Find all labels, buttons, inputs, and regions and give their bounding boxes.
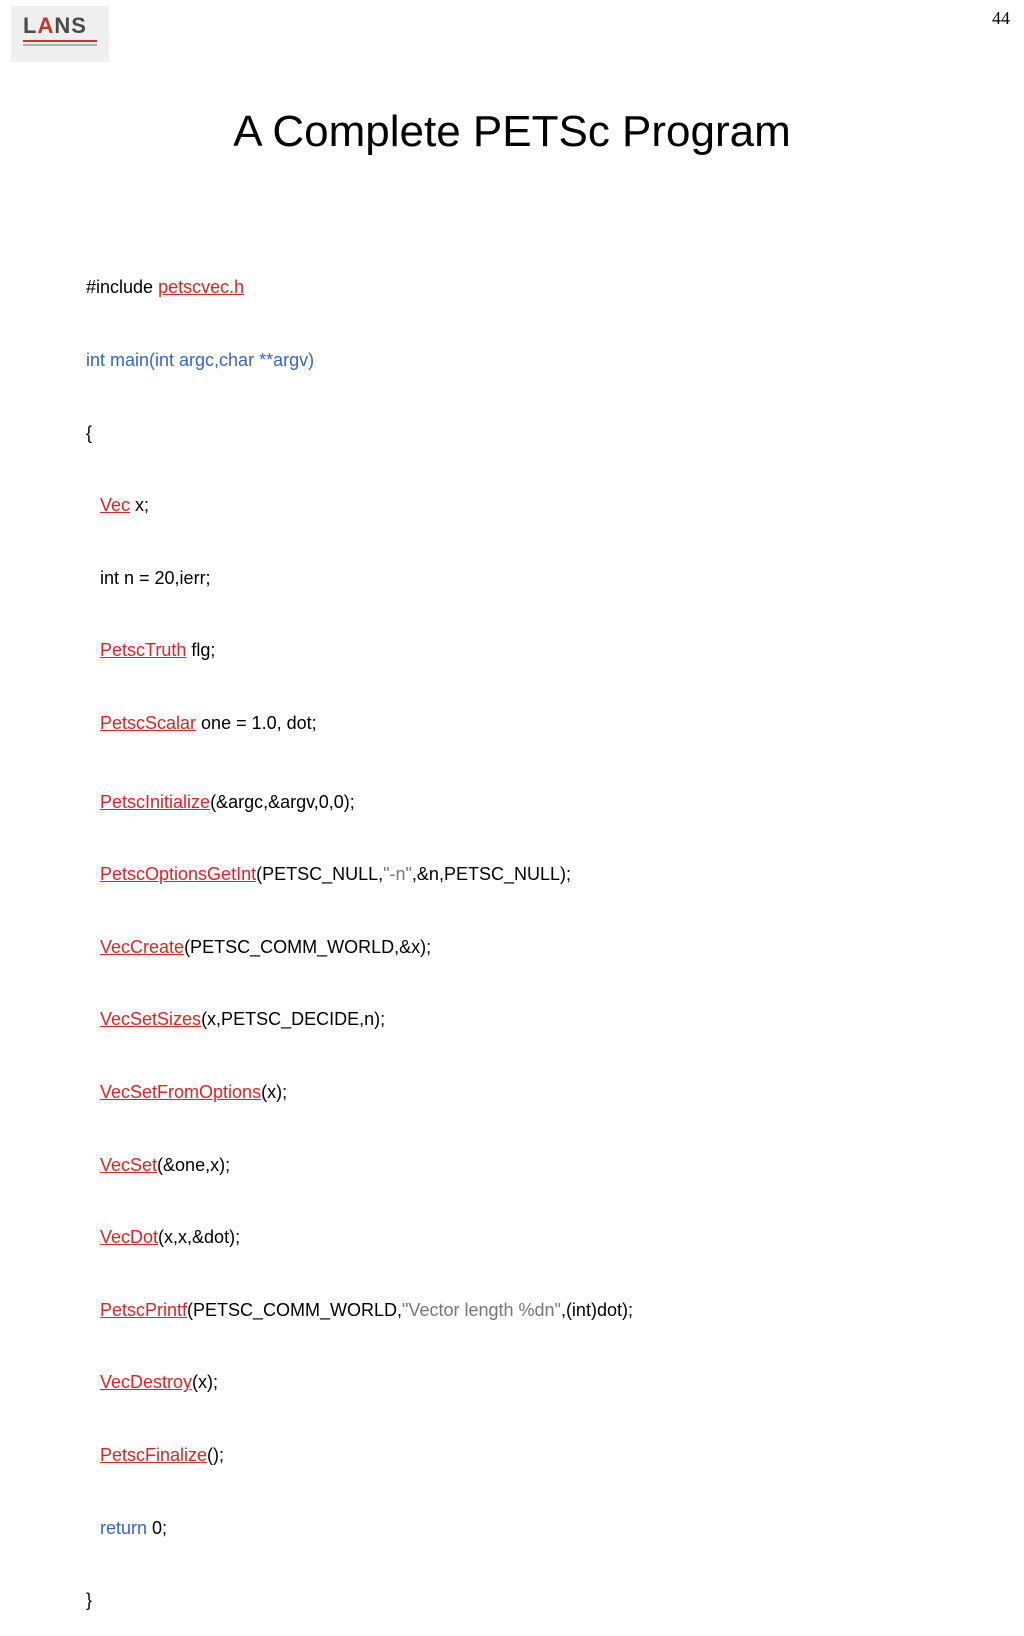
include-file-link[interactable]: petscvec.h <box>158 277 245 298</box>
code-line-petscfinalize <box>86 1443 633 1467</box>
decl-scalar-rest: one = 1.0, dot; <box>196 712 317 733</box>
return-keyword: return <box>100 1517 148 1538</box>
decl-vec-rest: x; <box>130 495 150 516</box>
code-line-vecset <box>86 1153 633 1177</box>
slide-title: A Complete PETSc Program <box>233 107 791 156</box>
petscscalar-link[interactable]: PetscScalar <box>100 712 197 733</box>
code-line-vecdestroy <box>86 1370 633 1394</box>
petscfinalize-link[interactable]: PetscFinalize <box>100 1444 208 1465</box>
finalize-args: (); <box>207 1444 225 1465</box>
petsctruth-link[interactable]: PetscTruth <box>100 640 187 661</box>
petscprintf-link[interactable]: PetscPrintf <box>100 1299 188 1320</box>
veccreate-args: (PETSC_COMM_WORLD,&x); <box>184 936 432 957</box>
printf-args-a: (PETSC_COMM_WORLD, <box>187 1299 403 1320</box>
logo-letter-l: L <box>23 13 38 38</box>
petscinitialize-link[interactable]: PetscInitialize <box>100 791 211 812</box>
logo-subline <box>23 44 97 46</box>
code-line-include <box>86 275 633 299</box>
vecsetfromoptions-args: (x); <box>261 1081 288 1102</box>
vecdot-link[interactable]: VecDot <box>100 1227 159 1248</box>
veccreate-link[interactable]: VecCreate <box>100 936 185 957</box>
vecsetsizes-args: (x,PETSC_DECIDE,n); <box>201 1009 386 1030</box>
page-number: 44 <box>992 8 1010 28</box>
code-line-vecsetsizes <box>86 1007 633 1031</box>
vecdestroy-link[interactable]: VecDestroy <box>100 1372 193 1393</box>
getint-args-a: (PETSC_NULL, <box>256 864 384 885</box>
code-line-initialize <box>86 790 633 814</box>
return-rest: 0; <box>147 1517 168 1538</box>
printf-string: "Vector length %dn" <box>402 1299 561 1320</box>
code-line-open-brace: { <box>86 422 93 443</box>
lans-logo <box>11 6 109 62</box>
vecdestroy-args: (x); <box>192 1372 219 1393</box>
vecset-args: (&one,x); <box>157 1154 231 1175</box>
vecdot-args: (x,x,&dot); <box>158 1227 241 1248</box>
initialize-args: (&argc,&argv,0,0); <box>210 791 355 812</box>
vecsetfromoptions-link[interactable]: VecSetFromOptions <box>100 1081 262 1102</box>
code-line-close-brace: } <box>86 1590 93 1611</box>
include-directive: #include <box>86 277 159 298</box>
getint-string: "-n" <box>383 864 412 885</box>
petscoptionsgetint-link[interactable]: PetscOptionsGetInt <box>100 864 257 885</box>
code-line-decl-truth <box>86 638 633 662</box>
code-line-vecsetfromoptions <box>86 1080 633 1104</box>
code-block <box>86 227 633 1636</box>
code-line-petscprintf <box>86 1298 633 1322</box>
code-line-decl-scalar <box>86 711 633 735</box>
vecsetsizes-link[interactable]: VecSetSizes <box>100 1009 202 1030</box>
code-line-vecdot <box>86 1225 633 1249</box>
code-line-main: int main(int argc,char **argv) <box>86 350 315 370</box>
printf-args-b: ,(int)dot); <box>560 1299 633 1320</box>
code-line-decl-vec <box>86 493 633 517</box>
code-line-decl-int: int n = 20,ierr; <box>100 567 211 588</box>
logo-letter-a: A <box>37 13 55 38</box>
decl-truth-rest: flg; <box>186 640 216 661</box>
code-line-return <box>86 1516 633 1540</box>
vecset-link[interactable]: VecSet <box>100 1154 158 1175</box>
logo-letters-ns: NS <box>54 13 87 38</box>
code-line-veccreate <box>86 935 633 959</box>
logo-underline <box>23 40 97 42</box>
logo-text <box>23 15 87 37</box>
getint-args-b: ,&n,PETSC_NULL); <box>411 864 571 885</box>
code-line-getint <box>86 862 633 886</box>
vec-link[interactable]: Vec <box>100 495 131 516</box>
